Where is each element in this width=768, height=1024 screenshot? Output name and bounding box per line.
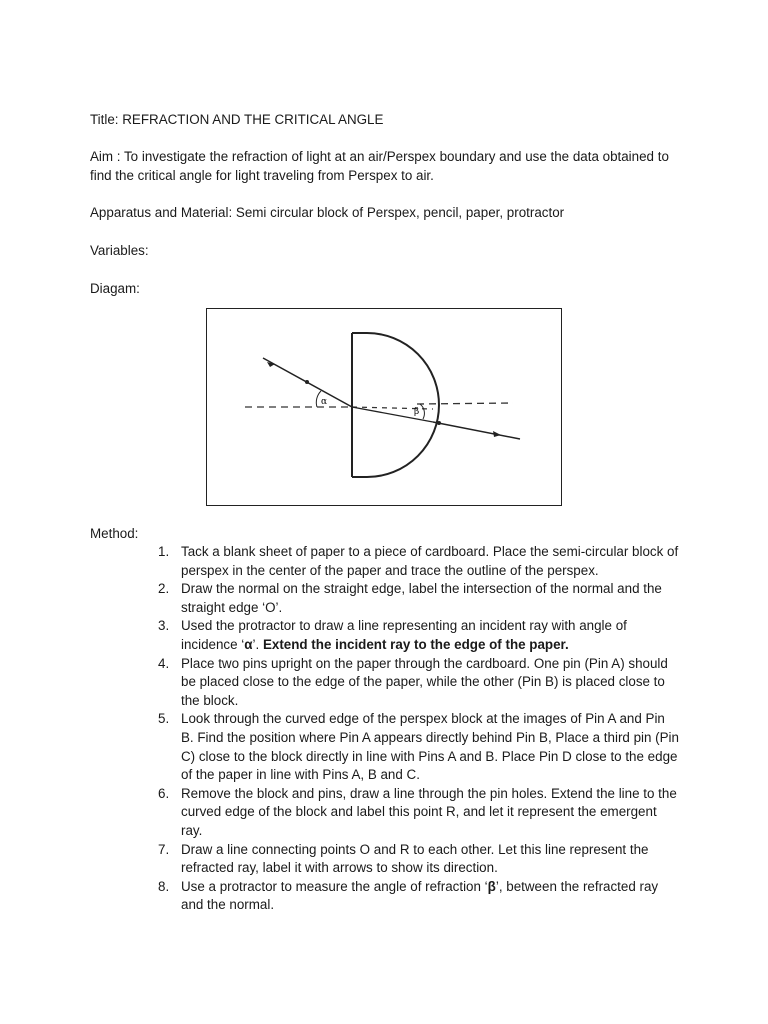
step-text: Draw a line connecting points O and R to each other. Let this line represent the refracted ray, label it with arrows to show its direction. — [181, 841, 649, 876]
step-number: 4. — [158, 655, 170, 671]
step-number: 8. — [158, 878, 170, 894]
normal-line-right — [417, 403, 513, 404]
method-step — [0, 655, 681, 711]
method-step — [0, 785, 681, 841]
step-number: 1. — [158, 544, 170, 559]
step-bold-note: Extend the incident ray to the edge of the paper. — [262, 636, 569, 652]
refracted-ray — [352, 407, 433, 422]
step-text: Tack a blank sheet of paper to a piece of cardboard. Place the semi-circular block of perspex in the center of the paper and trace the outline of the perspex. — [181, 544, 679, 578]
method-step — [0, 841, 681, 878]
emergent-arrow-icon — [493, 431, 501, 437]
step-text-after: ’. — [252, 636, 263, 652]
diagram-heading: Diagam: — [90, 281, 140, 296]
method-step — [0, 710, 681, 784]
step-text: Use a protractor to measure the angle of refraction ‘ — [181, 878, 488, 894]
step-text: Look through the curved edge of the perspex block at the images of Pin A and Pin B. Find the position where Pin A appears directly behind Pin B, Place a third pin (Pin C) close to the block directly in line with Pins A and B. Place Pin D close to the edge of the paper in line with Pins A, B and C. — [181, 711, 679, 783]
method-step — [0, 617, 681, 654]
step-text: Draw the normal on the straight edge, label the intersection of the normal and the straight edge ‘O’. — [181, 581, 662, 615]
pin-c-mark — [437, 421, 441, 425]
step-text-after: ’, between the refracted ray and the normal. — [181, 878, 659, 913]
beta-angle-arc — [420, 404, 424, 419]
refraction-diagram-svg — [207, 309, 561, 505]
document-title: Title: REFRACTION AND THE CRITICAL ANGLE — [90, 112, 384, 127]
beta-angle-label: β — [414, 407, 420, 417]
variables-heading: Variables: — [90, 243, 149, 258]
step-text: Remove the block and pins, draw a line through the pin holes. Extend the line to the curved edge of the block and label this point R, and let it represent the emergent ray. — [181, 785, 677, 838]
method-step — [0, 543, 681, 580]
step-number: 2. — [158, 581, 170, 597]
method-step — [0, 878, 681, 915]
step-number: 7. — [158, 841, 170, 857]
block-curved-edge — [352, 333, 439, 477]
method-list — [0, 543, 768, 915]
step-number: 3. — [158, 618, 170, 634]
step-number: 5. — [158, 711, 170, 727]
pin-a-mark — [305, 380, 309, 384]
step-text: Used the protractor to draw a line representing an incident ray with angle of incidence ‘ — [181, 618, 627, 652]
alpha-symbol: α — [244, 636, 253, 652]
method-step — [0, 580, 681, 617]
step-text: Place two pins upright on the paper through the cardboard. One pin (Pin A) should be placed close to the edge of the paper, while the other (Pin B) is placed close to the block. — [181, 655, 668, 708]
method-heading: Method: — [90, 526, 139, 541]
aim-paragraph: Aim : To investigate the refraction of light at an air/Perspex boundary and use the data obtained to find the critical angle for light traveling from Perspex to air. — [90, 149, 669, 183]
refraction-diagram — [206, 308, 562, 506]
alpha-angle-label: α — [321, 397, 328, 407]
beta-symbol: β — [487, 878, 496, 894]
apparatus-line: Apparatus and Material: Semi circular block of Perspex, pencil, paper, protractor — [90, 205, 565, 220]
emergent-ray — [433, 422, 520, 439]
step-number: 6. — [158, 785, 170, 801]
